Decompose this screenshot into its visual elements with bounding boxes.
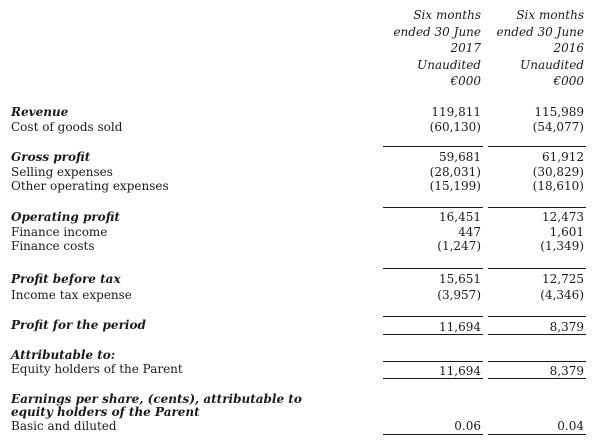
header-2016-currency: €000 [553,74,584,88]
finance-costs-2017: (1,247) [437,239,481,253]
selling-expenses-2017: (28,031) [429,165,481,179]
equity-holders-2016: 8,379 [549,364,584,378]
other-opex-2016: (18,610) [532,179,584,193]
header-2017-year: 2017 [450,41,481,55]
profit-before-tax-2017: 15,651 [439,272,481,286]
cogs-label: Cost of goods sold [11,120,123,134]
finance-income-2017: 447 [458,225,481,239]
cogs-2016: (54,077) [532,120,584,134]
gross-profit-2016: 61,912 [542,150,584,164]
revenue-label: Revenue [11,105,69,119]
revenue-2016: 115,989 [534,105,584,119]
selling-expenses-2016: (30,829) [532,165,584,179]
rule-gross-2016 [488,146,586,147]
finance-costs-2016: (1,349) [540,239,584,253]
profit-before-tax-label: Profit before tax [11,272,121,286]
basic-diluted-2016: 0.04 [557,419,584,433]
attributable-label: Attributable to: [11,348,116,362]
equity-holders-2017: 11,694 [439,364,481,378]
rule-profit-period-bottom-2016 [488,334,586,335]
eps-heading-line2: equity holders of the Parent [11,405,200,419]
eps-heading-line1: Earnings per share, (cents), attributable to [11,392,302,406]
finance-income-label: Finance income [11,225,108,239]
header-2017-unaudited: Unaudited [417,58,481,72]
rule-profit-period-top-2017 [383,316,483,317]
rule-pbt-2016 [488,268,586,269]
rule-profit-period-bottom-2017 [383,334,483,335]
selling-expenses-label: Selling expenses [11,165,113,179]
header-2016-line1: Six months [516,8,584,22]
rule-operating-2016 [488,207,586,208]
income-tax-2017: (3,957) [437,288,481,302]
header-2017-currency: €000 [450,74,481,88]
rule-eps-bottom-2016 [488,434,586,435]
header-2017-line1: Six months [413,8,481,22]
rule-operating-2017 [383,207,483,208]
income-tax-2016: (4,346) [540,288,584,302]
rule-equity-top-2016 [488,361,586,362]
profit-period-2017: 11,694 [439,320,481,334]
header-2016-year: 2016 [553,41,584,55]
finance-costs-label: Finance costs [11,239,95,253]
header-2017-line2: ended 30 June [393,25,481,39]
rule-equity-top-2017 [383,361,483,362]
profit-period-2016: 8,379 [549,320,584,334]
gross-profit-2017: 59,681 [439,150,481,164]
rule-gross-2017 [383,146,483,147]
rule-equity-bottom-2017 [383,378,483,379]
operating-profit-2016: 12,473 [542,210,584,224]
profit-period-label: Profit for the period [11,318,146,332]
rule-profit-period-top-2016 [488,316,586,317]
finance-income-2016: 1,601 [549,225,584,239]
income-tax-label: Income tax expense [11,288,132,302]
rule-eps-bottom-2017 [383,434,483,435]
basic-diluted-label: Basic and diluted [11,419,117,433]
operating-profit-2017: 16,451 [439,210,481,224]
basic-diluted-2017: 0.06 [454,419,481,433]
profit-before-tax-2016: 12,725 [542,272,584,286]
rule-equity-bottom-2016 [488,378,586,379]
equity-holders-label: Equity holders of the Parent [11,362,183,376]
header-2016-line2: ended 30 June [496,25,584,39]
other-opex-2017: (15,199) [429,179,481,193]
header-2016-unaudited: Unaudited [520,58,584,72]
operating-profit-label: Operating profit [11,210,120,224]
gross-profit-label: Gross profit [11,150,91,164]
other-opex-label: Other operating expenses [11,179,169,193]
revenue-2017: 119,811 [431,105,481,119]
rule-pbt-2017 [383,268,483,269]
cogs-2017: (60,130) [429,120,481,134]
